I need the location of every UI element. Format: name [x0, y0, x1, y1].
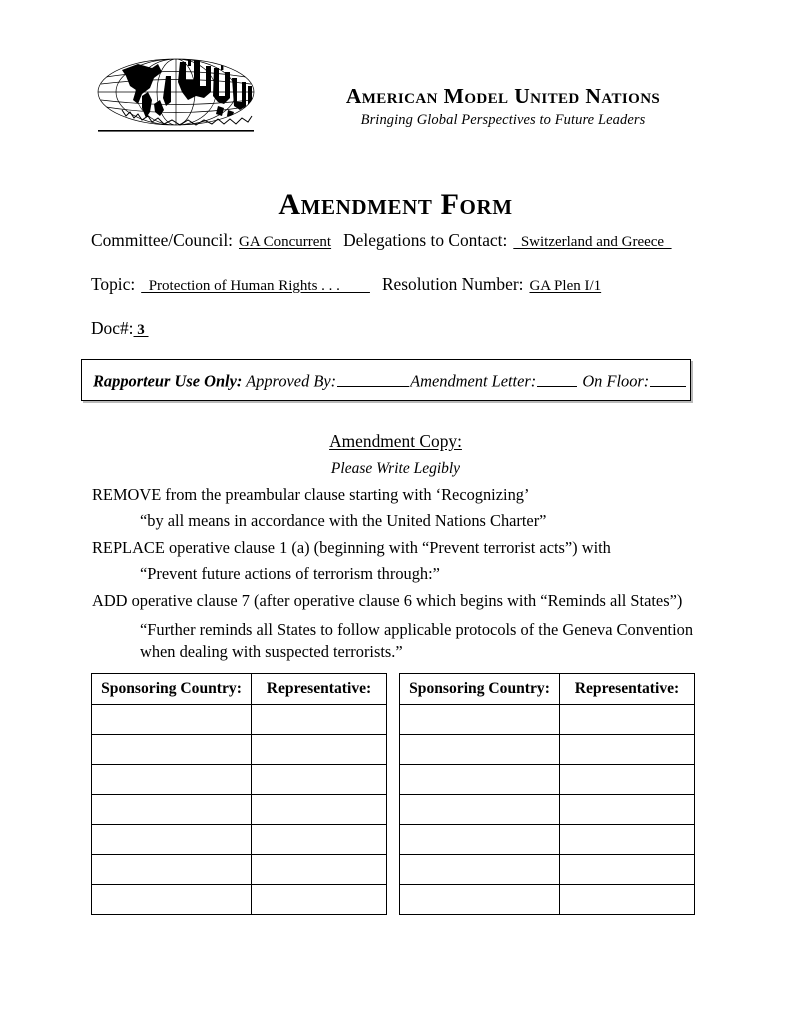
table-row — [92, 795, 387, 825]
on-floor-field[interactable] — [650, 370, 686, 387]
cell-sponsoring-country[interactable] — [92, 855, 252, 885]
approved-by-field[interactable] — [337, 370, 409, 387]
cell-sponsoring-country[interactable] — [400, 735, 560, 765]
cell-sponsoring-country[interactable] — [92, 795, 252, 825]
amun-globe-skyline-logo — [92, 52, 260, 140]
doc-number-label: Doc#: — [91, 318, 134, 338]
column-header-representative: Representative: — [560, 674, 695, 705]
amendment-line: REPLACE operative clause 1 (a) (beginning with “Prevent terrorist acts”) with — [92, 537, 611, 557]
cell-representative[interactable] — [252, 795, 387, 825]
sponsoring-countries-tables — [91, 673, 695, 915]
cell-sponsoring-country[interactable] — [400, 885, 560, 915]
resolution-number-value[interactable]: GA Plen I/1 — [529, 278, 602, 294]
cell-representative[interactable] — [560, 765, 695, 795]
column-header-sponsoring-country: Sponsoring Country: — [92, 674, 252, 705]
org-tagline: Bringing Global Perspectives to Future Leaders — [360, 112, 646, 129]
committee-delegations-row — [91, 232, 701, 250]
table-header-row — [92, 674, 387, 705]
cell-representative[interactable] — [560, 705, 695, 735]
table-row — [400, 855, 695, 885]
page-title: Amendment Form — [278, 188, 513, 221]
on-floor-label: On Floor: — [582, 371, 650, 391]
form-fields — [91, 232, 701, 338]
table-row — [92, 855, 387, 885]
table-header-row — [400, 674, 695, 705]
committee-value[interactable]: GA Concurrent — [239, 234, 332, 250]
table-row — [400, 735, 695, 765]
org-title: American Model United Nations — [345, 84, 661, 108]
sponsor-table-right — [399, 673, 695, 915]
cell-representative[interactable] — [252, 885, 387, 915]
cell-representative[interactable] — [252, 855, 387, 885]
sponsor-table-left-body — [92, 705, 387, 915]
table-row — [400, 765, 695, 795]
cell-representative[interactable] — [252, 735, 387, 765]
sponsor-table-right-body — [400, 705, 695, 915]
table-row — [92, 735, 387, 765]
cell-representative[interactable] — [560, 885, 695, 915]
table-row — [92, 765, 387, 795]
org-identity — [268, 84, 738, 129]
table-row — [92, 825, 387, 855]
topic-resolution-row — [91, 276, 701, 294]
cell-sponsoring-country[interactable] — [92, 705, 252, 735]
amendment-line: REMOVE from the preambular clause starting with ‘Recognizing’ — [92, 485, 530, 504]
amendment-line: “Prevent future actions of terrorism through:” — [140, 564, 440, 584]
approved-by-label: Approved By: — [246, 371, 337, 391]
amendment-letter-field[interactable] — [537, 370, 577, 387]
amendment-copy-subheading: Please Write Legibly — [330, 460, 461, 477]
cell-sponsoring-country[interactable] — [92, 885, 252, 915]
cell-sponsoring-country[interactable] — [400, 855, 560, 885]
table-row — [92, 705, 387, 735]
table-row — [400, 825, 695, 855]
cell-representative[interactable] — [560, 855, 695, 885]
table-row — [400, 795, 695, 825]
cell-sponsoring-country[interactable] — [400, 795, 560, 825]
resolution-number-label: Resolution Number: — [381, 274, 524, 294]
rapporteur-fields — [93, 370, 687, 392]
cell-sponsoring-country[interactable] — [92, 825, 252, 855]
cell-sponsoring-country[interactable] — [400, 765, 560, 795]
topic-label: Topic: — [91, 274, 136, 294]
cell-representative[interactable] — [560, 825, 695, 855]
table-row — [400, 885, 695, 915]
amendment-copy-heading — [0, 431, 791, 452]
cell-sponsoring-country[interactable] — [400, 705, 560, 735]
committee-label: Committee/Council: — [91, 230, 234, 250]
doc-number-value[interactable]: 3 — [133, 322, 149, 338]
cell-representative[interactable] — [560, 795, 695, 825]
cell-representative[interactable] — [252, 705, 387, 735]
amendment-letter-label: Amendment Letter: — [410, 371, 537, 391]
doc-number-row — [91, 320, 701, 338]
amendment-line: “Further reminds all States to follow applicable protocols of the Geneva Convention when dealing with suspected terrorists.” — [140, 620, 694, 662]
amendment-copy-heading-text: Amendment Copy: — [329, 431, 462, 451]
column-header-sponsoring-country: Sponsoring Country: — [400, 674, 560, 705]
delegations-value[interactable]: Switzerland and Greece — [513, 234, 672, 250]
rapporteur-use-only-box — [81, 359, 691, 401]
letterhead — [0, 52, 791, 148]
cell-sponsoring-country[interactable] — [92, 735, 252, 765]
delegations-label: Delegations to Contact: — [343, 230, 508, 250]
amendment-line: ADD operative clause 7 (after operative clause 6 which begins with “Reminds all States”) — [92, 590, 683, 610]
cell-representative[interactable] — [252, 765, 387, 795]
table-row — [400, 705, 695, 735]
amendment-copy-body — [92, 487, 697, 663]
table-row — [92, 885, 387, 915]
column-header-representative: Representative: — [252, 674, 387, 705]
cell-sponsoring-country[interactable] — [92, 765, 252, 795]
topic-value[interactable]: Protection of Human Rights . . . — [141, 278, 370, 294]
cell-representative[interactable] — [560, 735, 695, 765]
cell-representative[interactable] — [252, 825, 387, 855]
cell-sponsoring-country[interactable] — [400, 825, 560, 855]
globe-icon — [92, 52, 260, 140]
amendment-line: “by all means in accordance with the United Nations Charter” — [140, 511, 547, 531]
sponsor-table-left — [91, 673, 387, 915]
rapporteur-heading: Rapporteur Use Only: — [93, 371, 243, 391]
